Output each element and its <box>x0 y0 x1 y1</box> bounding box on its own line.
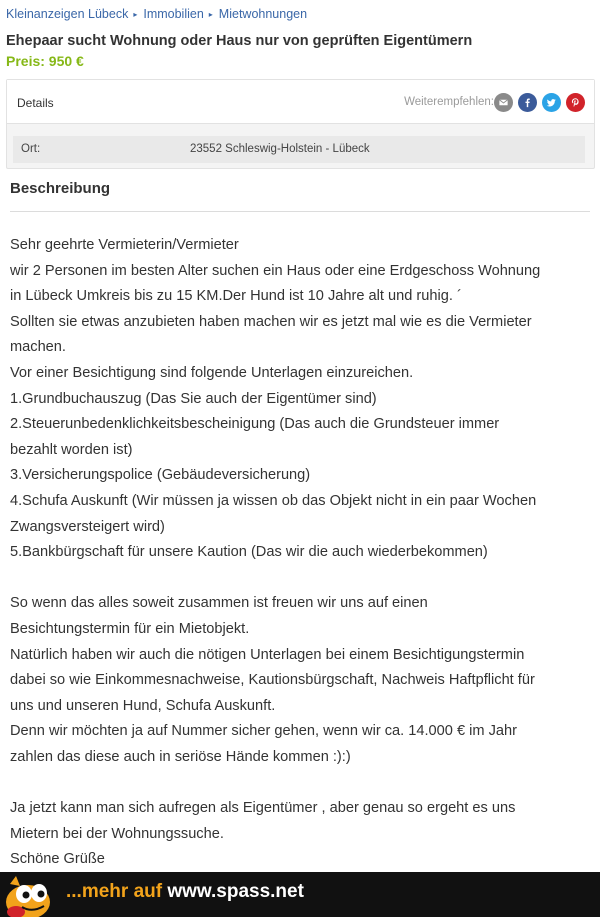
details-panel <box>6 79 595 169</box>
description-line: Vor einer Besichtigung sind folgende Unterlagen einzureichen. <box>10 364 414 381</box>
description-line: 4.Schufa Auskunft (Wir müssen ja wissen ob das Objekt nicht in ein paar Wochen <box>10 492 537 509</box>
footer-link[interactable] <box>66 881 304 903</box>
description-line: Sollten sie etwas anzubieten haben machen wir es jetzt mal wie es die Vermieter <box>10 313 532 330</box>
description-line: Ja jetzt kann man sich aufregen als Eigentümer , aber genau so ergeht es uns <box>10 800 516 817</box>
footer-banner <box>0 872 600 917</box>
location-label: Ort: <box>21 143 41 155</box>
description-line: Besichtungstermin für ein Mietobjekt. <box>10 620 250 637</box>
description-divider <box>10 211 590 212</box>
description-line: dabei so wie Einkommesnachweise, Kautionsbürgschaft, Nachweis Haftpflicht für <box>10 672 535 689</box>
description-line: wir 2 Personen im besten Alter suchen ein Haus oder eine Erdgeschoss Wohnung <box>10 262 541 279</box>
description-text <box>10 233 595 873</box>
mascot-logo-icon <box>2 872 64 917</box>
description-line: So wenn das alles soweit zusammen ist freuen wir uns auf einen <box>10 595 428 612</box>
paragraph-gap <box>10 566 595 592</box>
ad-title: Ehepaar sucht Wohnung oder Haus nur von geprüften Eigentümern <box>6 33 473 49</box>
mail-icon[interactable] <box>494 93 513 112</box>
description-line: 1.Grundbuchauszug (Das Sie auch der Eigentümer sind) <box>10 390 377 407</box>
description-line: machen. <box>10 339 66 356</box>
description-line: Zwangsversteigert wird) <box>10 518 165 535</box>
ad-price: Preis: 950 € <box>6 53 84 69</box>
details-header <box>7 80 594 124</box>
description-line: Natürlich haben wir auch die nötigen Unterlagen bei einem Besichtigungstermin <box>10 646 525 663</box>
description-line: zahlen das diese auch in seriöse Hände kommen :):) <box>10 748 351 765</box>
breadcrumb-separator-icon: ▸ <box>133 9 138 19</box>
location-row <box>13 136 585 163</box>
breadcrumb-mietwohnungen[interactable]: Mietwohnungen <box>218 7 308 21</box>
paragraph-gap <box>10 770 595 796</box>
footer-prefix: ...mehr auf <box>66 881 168 902</box>
pinterest-icon[interactable] <box>566 93 585 112</box>
description-line: Mietern bei der Wohnungssuche. <box>10 825 224 842</box>
description-line: bezahlt worden ist) <box>10 441 133 458</box>
description-line: 2.Steuerunbedenklichkeitsbescheinigung (Das auch die Grundsteuer immer <box>10 416 500 433</box>
footer-site: www.spass.net <box>167 881 304 902</box>
location-value: 23552 Schleswig-Holstein - Lübeck <box>190 143 370 155</box>
details-label: Details <box>17 96 54 110</box>
breadcrumb <box>6 6 307 22</box>
twitter-icon[interactable] <box>542 93 561 112</box>
description-line: Sehr geehrte Vermieterin/Vermieter <box>10 237 239 253</box>
description-line: Denn wir möchten ja auf Nummer sicher gehen, wenn wir ca. 14.000 € im Jahr <box>10 723 517 740</box>
breadcrumb-immobilien[interactable]: Immobilien <box>143 7 204 21</box>
description-line: uns und unseren Hund, Schufa Auskunft. <box>10 697 276 714</box>
breadcrumb-separator-icon: ▸ <box>208 9 213 19</box>
description-line: Schöne Grüße <box>10 851 105 868</box>
description-line: 3.Versicherungspolice (Gebäudeversicherung) <box>10 467 311 484</box>
share-buttons <box>494 93 585 112</box>
description-line: in Lübeck Umkreis bis zu 15 KM.Der Hund ist 10 Jahre alt und ruhig. ´ <box>10 288 462 305</box>
breadcrumb-kleinanzeigen-luebeck[interactable]: Kleinanzeigen Lübeck <box>6 7 129 21</box>
facebook-icon[interactable] <box>518 93 537 112</box>
description-heading: Beschreibung <box>10 180 111 197</box>
description-line: 5.Bankbürgschaft für unsere Kaution (Das wir die auch wiederbekommen) <box>10 544 488 561</box>
share-label: Weiterempfehlen: <box>404 96 494 108</box>
